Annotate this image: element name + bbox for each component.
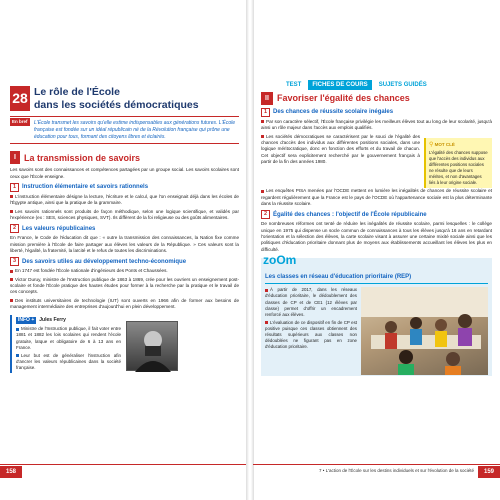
subsection-1-2-header [10,224,239,233]
classroom-photo-image [361,287,488,375]
paragraph-text: Par son caractère sélectif, l'École française privilégie les meilleurs élèves tout au long de leur scolarité, jusqu'à ainsi un rôle majeur dans l'accès aux emplois qualifiés. [261,119,492,131]
chapter-number-badge: 28 [10,86,30,111]
page-number: 159 [478,466,500,478]
page-number: 158 [0,466,22,478]
paragraph: En France, le Code de l'éducation dit que : « outre la transmission des connaissances, la Nation fixe comme mission première à l'École de faire partager aux élèves les valeurs de la République. » Ces valeurs sont la liberté, l'égalité, la fraternité, la laïcité et le refus de toutes les discriminations. [10,235,239,254]
section-2-header [261,92,492,105]
section-1-header [10,151,239,164]
zoom-paragraph [265,287,357,317]
chapter-header [10,86,239,111]
right-page [253,0,500,500]
mot-cle-text: L'égalité des chances suppose que l'accès des individus aux différentes positions sociales ne résulte que de leurs mérites, et non d'avantages liés à leur origine sociale. [429,149,488,185]
bullet-square-icon [10,299,13,302]
mot-cle-tag: MOT CLÉ [434,141,455,147]
info-box [10,315,180,373]
paragraph-text: L'instruction élémentaire désigne la lecture, l'écriture et le calcul, que l'on enseignait déjà dans les écoles de l'Égypte antique, ainsi que la pratique de la grammaire. [10,194,239,206]
left-page [0,0,247,500]
bullet-square-icon [16,354,19,357]
section-2-title: Favoriser l'égalité des chances [277,93,410,104]
paragraph [10,268,239,274]
subsection-1-1-header [10,183,239,192]
intro-text: L'École transmet les savoirs qu'elle estime indispensables aux générations futures. L'École française est fondée sur un idéal républicain né de la Révolution française qui prône une éducation pour tous, formant des citoyens libres et éclairés. [34,120,236,140]
subsection-title: Égalité des chances : l'objectif de l'École républicaine [273,211,427,218]
zoom-paragraph-text: L'évaluation de ce dispositif en fin de CP est positive puisque ces classes obtiennent des résultats supérieurs aux classes non dédoublées ne figurant pas en zone d'éducation prioritaire. [265,319,357,350]
paragraph: De nombreuses réformes ont tenté de réduire les inégalités de réussite scolaire, parmi lesquelles : le collège unique en 1975 qui dispense un socle commun de connaissances à tous les élèves jusqu'à 16 ans en retardant l'orientation et la sélection des élèves, la carte scolaire visant à assurer une certaine mixité sociale ainsi que les politiques d'éducation prioritaire donnant plus de moyens aux établissements accueillant les élèves les plus en difficulté. [261,221,492,252]
jules-ferry-portrait-image [126,321,178,371]
info-title: Jules Ferry [39,317,66,324]
bullet-square-icon [265,289,268,292]
tab-sujets-guides[interactable]: SUJETS GUIDÉS [378,82,427,88]
subsection-1-3-header [10,257,239,266]
right-footer [253,464,500,478]
bullet-square-icon [10,270,13,273]
key-icon: ⚲ [429,141,434,148]
intro-box [10,116,239,144]
subsection-number: 3 [10,257,19,266]
chapter-title-line2: dans les sociétés démocratiques [34,98,199,111]
info-bullet [16,326,121,351]
subsection-number: 2 [10,224,19,233]
bullet-square-icon [10,278,13,281]
subsection-title: Des savoirs utiles au développement techno-économique [22,258,187,265]
zoom-label: zoOm [263,253,297,268]
paragraph-text: En 1747 est fondée l'École nationale d'ingénieurs des Ponts et Chaussées. [15,268,168,274]
paragraph [261,188,492,207]
zoom-paragraph-text: À partir de 2017, dans les réseaux d'éducation prioritaire, le dédoublement des classes de CP et de CE1 (12 élèves par classe) permet d'offrir un encadrement renforcé aux élèves. [265,287,357,317]
bullet-square-icon [261,120,264,123]
subsection-title: Les valeurs républicaines [22,225,96,232]
paragraph-text: Victor Duruy, ministre de l'Instruction publique de 1863 à 1869, crée pour les ouvriers un enseignement post-scolaire et fonde l'École pratique des hautes études pour former à la recherche par la pratique et le travail de ces concepts. [10,276,239,295]
subsection-title: Instruction élémentaire et savoirs rationnels [22,184,149,191]
info-tag: INFO + [18,317,35,324]
paragraph-text: Les sociétés démocratiques se caractérisent par le souci de l'égalité des chances d'accès des individus aux différentes positions sociales, dans une logique méritocratique, donc en fonction des efforts et du travail de chacun. Cet objectif sera explicitement recherché par le gouvernement français à partir de la fin des années 1980. [261,133,420,164]
paragraph [10,194,239,207]
bullet-square-icon [10,210,13,213]
paragraph-text: Les enquêtes PISA menées par l'OCDE mettent en lumière les inégalités de chances de réussite scolaire et regardent régulièrement que la France est le pays de l'OCDE où l'appartenance sociale est la plus déterminante dans la réussite scolaire. [261,188,492,207]
subsection-2-2-header [261,210,492,219]
zoom-box [261,253,492,376]
info-bullet-text: Ministre de l'Instruction publique, il fait voter entre 1881 et 1882 les lois scolaires qui rendent l'école gratuite, laïque et obligatoire de 6 à 13 ans en France. [16,326,121,350]
subsection-title: Des chances de réussite scolaire inégales [273,109,394,116]
paragraph-text: Des instituts universitaires de technologie (IUT) sont ouverts en 1966 afin de former aux besoins de management intermédiaire des entreprises d'aujourd'hui en plein développement. [10,297,239,310]
tab-fiches-de-cours[interactable]: FICHES DE COURS [308,80,371,90]
bullet-square-icon [261,190,264,193]
chapter-title [34,86,199,111]
subsection-number: 1 [261,108,270,117]
paragraph [261,119,492,132]
paragraph-text: Les savoirs rationnels sont produits de façon méthodique, selon une logique scientifique, et validés par l'expérience (ex : SES, sciences physiques, SVT). Ils diffèrent de la foi religieuse ou des goûts alimentaires. [10,208,239,221]
bullet-square-icon [16,328,19,331]
zoom-paragraph [265,320,357,350]
subsection-number: 2 [261,210,270,219]
bullet-square-icon [10,195,13,198]
zoom-title: Les classes en réseau d'éducation prioritaire (REP) [265,273,488,284]
chapter-title-line1: Le rôle de l'École [34,86,120,98]
paragraph [261,134,420,166]
info-bullet-text: Leur but est de généraliser l'instruction afin d'ancrer les valeurs républicaines dans la société française. [16,353,121,371]
en-bref-tag: En bref [10,118,30,126]
tab-test[interactable]: TEST [286,82,302,88]
footer-text: 7 • L'action de l'École sur les destins individuels et sur l'évolution de la société [319,468,474,473]
paragraph [10,209,239,222]
section-1-lead: Les savoirs sont des connaissances et compétences partagées par un groupe social. Les savoirs scolaires sont ceux que l'École enseigne. [10,167,239,179]
paragraph [10,298,239,311]
paragraph [10,277,239,296]
bullet-square-icon [265,321,268,324]
section-1-title: La transmission de savoirs [24,152,141,163]
bullet-square-icon [261,135,264,138]
subsection-number: 1 [10,183,19,192]
subsection-2-1-header [261,108,492,117]
mot-cle-box [424,138,492,189]
section-2-number: II [261,92,273,105]
header-tabs [283,80,430,90]
info-bullet [16,353,121,372]
left-footer [0,464,247,478]
section-1-number: I [10,151,20,164]
